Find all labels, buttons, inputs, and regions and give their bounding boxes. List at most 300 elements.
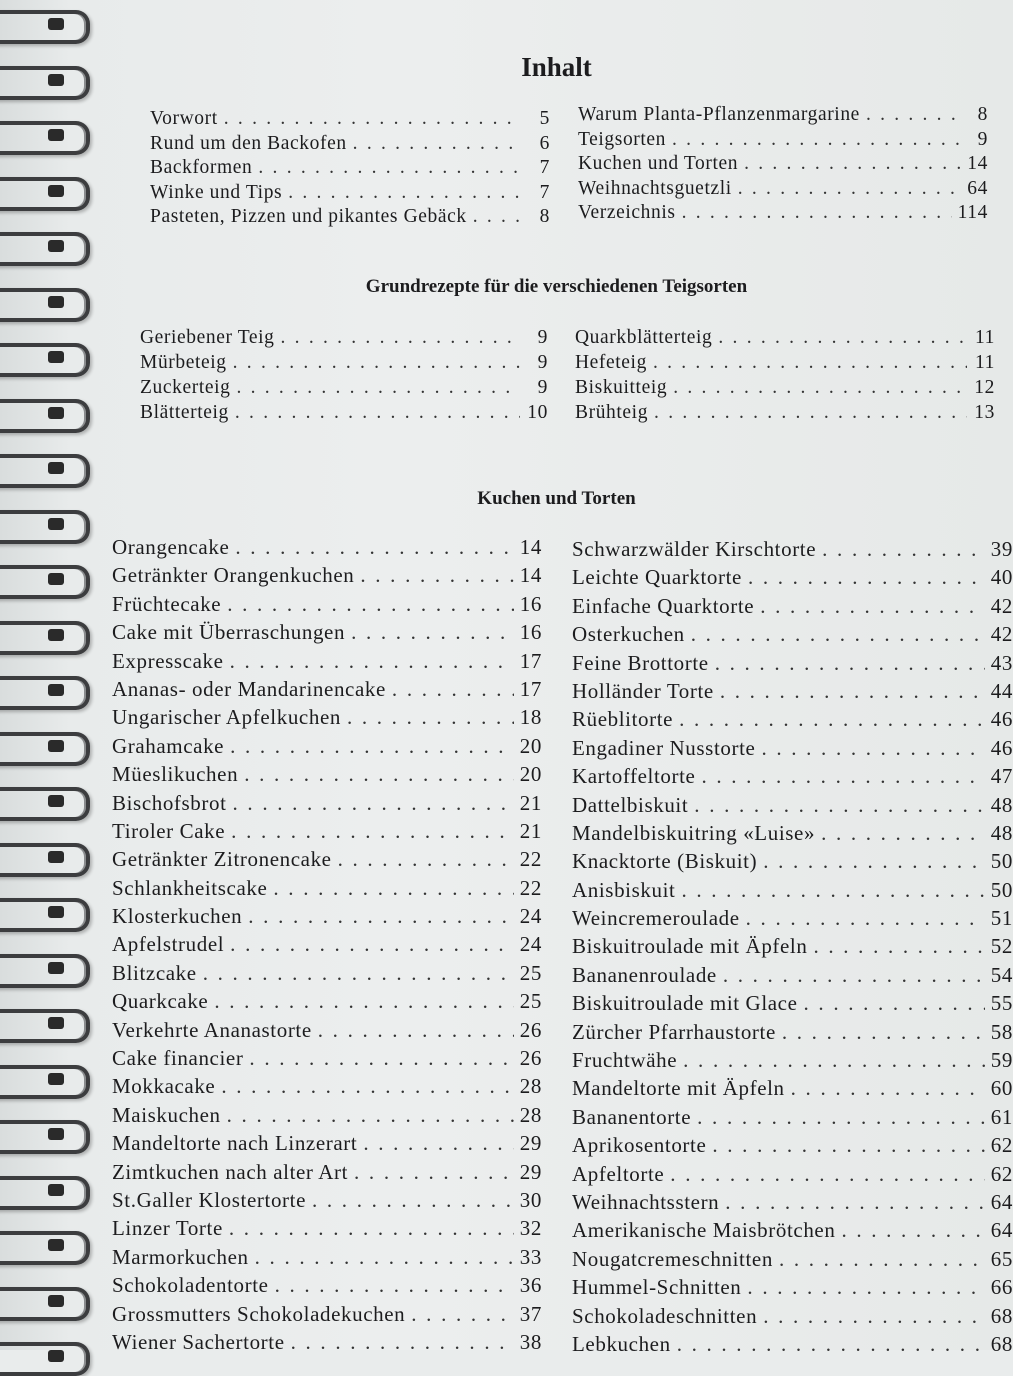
toc-entry-page: 39 <box>990 537 1013 561</box>
toc-entry-label: Cake financier <box>112 1046 244 1071</box>
dot-leader <box>353 133 522 155</box>
punch-hole <box>48 185 64 197</box>
toc-entry-label: Verzeichnis <box>578 202 676 223</box>
toc-entry <box>572 793 1013 821</box>
toc-entry-page: 22 <box>519 847 542 872</box>
toc-entry <box>578 178 988 203</box>
toc-entry-page: 64 <box>967 177 988 199</box>
dot-leader <box>224 108 522 130</box>
dot-leader <box>804 991 985 1016</box>
dot-leader <box>761 736 984 761</box>
toc-entry-page: 59 <box>990 1048 1013 1073</box>
toc-entry <box>112 1074 542 1102</box>
punch-hole <box>48 740 64 752</box>
toc-entry <box>112 876 542 904</box>
toc-entry <box>112 847 542 875</box>
toc-entry-label: Brühteig <box>575 402 649 423</box>
punch-hole <box>48 1184 64 1196</box>
toc-entry-page: 14 <box>519 563 542 588</box>
dot-leader <box>235 402 520 424</box>
toc-entry-page: 47 <box>990 764 1013 789</box>
spiral-coil <box>0 1120 90 1154</box>
toc-entry-page: 50 <box>990 849 1013 874</box>
toc-entry-label: Grahamcake <box>112 733 225 758</box>
punch-hole <box>48 1017 64 1029</box>
spiral-coil <box>0 510 90 544</box>
toc-entry <box>572 537 1013 565</box>
toc-entry-page: 48 <box>990 792 1013 817</box>
dot-leader <box>360 563 513 588</box>
toc-entry-page: 16 <box>519 620 542 645</box>
toc-entry <box>572 565 1013 593</box>
dot-leader <box>235 535 513 560</box>
toc-entry-page: 60 <box>990 1076 1013 1101</box>
dot-leader <box>653 352 967 374</box>
spiral-coil <box>0 121 90 155</box>
toc-entry <box>112 1216 542 1244</box>
toc-entry <box>572 764 1013 792</box>
toc-entry-label: Winke und Tips <box>150 181 283 203</box>
toc-entry <box>150 182 550 207</box>
punch-hole <box>48 795 64 807</box>
toc-entry-label: Getränkter Orangenkuchen <box>112 563 355 588</box>
punch-hole <box>48 573 64 585</box>
toc-entry-page: 42 <box>990 593 1013 618</box>
toc-entry-page: 16 <box>519 591 542 616</box>
toc-entry <box>150 206 550 231</box>
punch-hole <box>48 240 64 252</box>
spiral-coil <box>0 232 90 266</box>
dot-leader <box>841 1218 984 1243</box>
toc-entry-label: Marmorkuchen <box>112 1244 249 1269</box>
toc-entry-page: 26 <box>519 1046 542 1071</box>
toc-entry-page: 12 <box>974 377 995 398</box>
toc-entry-label: Amerikanische Maisbrötchen <box>572 1218 836 1243</box>
spiral-coil <box>0 1287 90 1321</box>
toc-entry-page: 48 <box>990 820 1013 845</box>
toc-entry <box>575 402 995 427</box>
toc-entry-page: 30 <box>519 1187 542 1212</box>
toc-entry <box>572 1218 1013 1246</box>
dot-leader <box>258 157 522 179</box>
dot-leader <box>779 1247 985 1272</box>
dot-leader <box>725 1190 985 1215</box>
toc-entry-page: 46 <box>990 707 1013 732</box>
toc-entry-label: Bischofsbrot <box>112 790 227 815</box>
spiral-coil <box>0 843 90 877</box>
dot-leader <box>683 1048 985 1073</box>
toc-entry-label: Pasteten, Pizzen und pikantes Gebäck <box>150 206 467 227</box>
toc-entry-label: Teigsorten <box>578 128 667 150</box>
toc-entry-label: Linzer Torte <box>112 1216 223 1241</box>
toc-entry-label: Leichte Quarktorte <box>572 565 742 590</box>
toc-entry-label: Blätterteig <box>140 402 229 423</box>
dot-leader <box>318 1018 514 1043</box>
spiral-coil <box>0 288 90 322</box>
toc-entry <box>572 1133 1013 1161</box>
toc-entry-label: Aprikosentorte <box>572 1133 707 1158</box>
grundrezepte-left-column <box>140 327 548 427</box>
toc-entry-label: Schokoladentorte <box>112 1273 269 1298</box>
dot-leader <box>312 1188 514 1213</box>
toc-entry <box>112 1245 542 1273</box>
inhalt-right-column <box>578 104 988 227</box>
toc-entry <box>150 133 550 158</box>
dot-leader <box>760 594 985 619</box>
toc-entry <box>112 705 542 733</box>
punch-hole <box>48 1295 64 1307</box>
toc-entry-label: Tiroler Cake <box>112 818 226 843</box>
toc-entry-page: 24 <box>519 904 542 929</box>
toc-entry-page: 8 <box>977 104 988 125</box>
spiral-coil <box>0 621 90 655</box>
toc-entry-page: 28 <box>519 1102 542 1127</box>
toc-entry-label: Schwarzwälder Kirschtorte <box>572 537 817 561</box>
toc-entry-page: 20 <box>519 762 542 787</box>
toc-entry <box>112 1302 542 1330</box>
toc-entry-label: Mandeltorte mit Äpfeln <box>572 1076 785 1101</box>
spiral-coil <box>0 1231 90 1265</box>
toc-entry-label: Engadiner Nusstorte <box>572 735 756 760</box>
page-title: Inhalt <box>521 52 592 82</box>
toc-entry-page: 58 <box>990 1019 1013 1044</box>
toc-entry-label: Anisbiskuit <box>572 877 676 902</box>
spiral-coil <box>0 787 90 821</box>
dot-leader <box>821 821 985 846</box>
punch-hole <box>48 962 64 974</box>
dot-leader <box>273 876 513 901</box>
toc-entry-label: Lebkuchen <box>572 1331 671 1356</box>
toc-entry-page: 14 <box>967 153 988 174</box>
toc-entry-label: Weihnachtsguetzli <box>578 177 732 199</box>
section-title-grundrezepte: Grundrezepte für die verschiedenen Teigsorten <box>365 276 748 297</box>
dot-leader <box>673 377 967 399</box>
toc-entry-label: Mokkacake <box>112 1074 216 1099</box>
toc-entry-label: Biskuitteig <box>575 377 668 398</box>
toc-entry-label: Apfeltorte <box>572 1161 665 1186</box>
toc-entry <box>575 352 995 377</box>
toc-entry-label: Kartoffeltorte <box>572 764 696 789</box>
toc-entry-page: 46 <box>990 735 1013 760</box>
dot-leader <box>354 1160 514 1185</box>
dot-leader <box>248 904 514 929</box>
toc-entry-page: 9 <box>537 327 548 348</box>
toc-entry-label: Getränkter Zitronencake <box>112 847 332 872</box>
toc-entry <box>112 592 542 620</box>
toc-entry <box>112 989 542 1017</box>
spiral-coil <box>0 1009 90 1043</box>
dot-leader <box>255 1245 514 1270</box>
dot-leader <box>230 734 514 759</box>
toc-entry <box>112 1188 542 1216</box>
toc-entry-page: 62 <box>990 1133 1013 1158</box>
punch-hole <box>48 1350 64 1362</box>
toc-entry-page: 13 <box>974 402 995 423</box>
toc-entry <box>112 961 542 989</box>
toc-entry-label: Schlankheitscake <box>112 875 268 900</box>
toc-entry-label: Kuchen und Torten <box>578 153 739 174</box>
toc-entry-page: 8 <box>539 206 550 227</box>
toc-entry-label: Weihnachtsstern <box>572 1189 720 1214</box>
toc-entry-page: 22 <box>519 875 542 900</box>
toc-entry-label: Holländer Torte <box>572 678 714 703</box>
toc-entry <box>572 1247 1013 1275</box>
toc-entry <box>112 1131 542 1159</box>
toc-entry-page: 28 <box>519 1074 542 1099</box>
toc-entry-label: Wiener Sachertorte <box>112 1329 285 1354</box>
toc-entry-label: Biskuitroulade mit Äpfeln <box>572 934 808 959</box>
toc-entry <box>572 934 1013 962</box>
punch-hole <box>48 906 64 918</box>
toc-entry-label: Backformen <box>150 157 253 178</box>
toc-entry-label: Früchtecake <box>112 591 222 616</box>
dot-leader <box>392 677 514 702</box>
toc-entry-page: 9 <box>537 352 548 373</box>
dot-leader <box>275 1273 514 1298</box>
dot-leader <box>244 762 514 787</box>
dot-leader <box>677 1332 985 1357</box>
dot-leader <box>203 961 514 986</box>
punch-hole <box>48 518 64 530</box>
toc-entry-label: Dattelbiskuit <box>572 792 689 817</box>
dot-leader <box>813 934 984 959</box>
toc-entry-label: Einfache Quarktorte <box>572 593 755 618</box>
dot-leader <box>654 402 967 424</box>
dot-leader <box>718 327 967 349</box>
dot-leader <box>338 847 514 872</box>
dot-leader <box>748 565 985 590</box>
toc-entry-label: Geriebener Teig <box>140 327 275 348</box>
toc-entry-page: 25 <box>519 989 542 1014</box>
toc-entry <box>150 108 550 133</box>
toc-entry-label: Rüeblitorte <box>572 707 674 732</box>
punch-hole <box>48 629 64 641</box>
dot-leader <box>763 1304 985 1329</box>
dot-leader <box>822 537 985 562</box>
toc-entry-label: Cake mit Überraschungen <box>112 620 346 645</box>
toc-entry-page: 37 <box>519 1301 542 1326</box>
kuchen-right-column <box>572 537 1013 1360</box>
toc-entry-label: Mandelbiskuitring «Luise» <box>572 820 816 845</box>
toc-entry-page: 11 <box>975 352 995 373</box>
toc-entry <box>572 1020 1013 1048</box>
toc-entry-label: Schokoladeschnitten <box>572 1303 758 1328</box>
toc-entry <box>572 594 1013 622</box>
toc-entry-label: Mürbeteig <box>140 352 227 373</box>
dot-leader <box>231 819 514 844</box>
toc-entry-page: 52 <box>990 934 1013 959</box>
toc-entry-page: 7 <box>539 157 550 178</box>
toc-entry <box>572 1105 1013 1133</box>
toc-entry-page: 54 <box>990 962 1013 987</box>
toc-entry-page: 38 <box>519 1329 542 1354</box>
toc-entry-label: Fruchtwähe <box>572 1048 678 1073</box>
toc-entry <box>572 991 1013 1019</box>
dot-leader <box>230 932 514 957</box>
toc-entry-label: Grossmutters Schokoladekuchen <box>112 1301 406 1326</box>
toc-entry-page: 5 <box>539 108 550 129</box>
toc-entry <box>575 327 995 352</box>
toc-entry <box>572 1162 1013 1190</box>
punch-hole <box>48 851 64 863</box>
dot-leader <box>411 1302 514 1327</box>
toc-entry <box>140 327 548 352</box>
section-title-kuchen: Kuchen und Torten <box>477 488 636 509</box>
toc-entry <box>572 906 1013 934</box>
toc-entry <box>572 963 1013 991</box>
dot-leader <box>712 1133 984 1158</box>
toc-entry <box>575 377 995 402</box>
dot-leader <box>697 1105 985 1130</box>
dot-leader <box>281 327 520 349</box>
toc-entry <box>572 736 1013 764</box>
toc-entry-page: 9 <box>537 377 548 398</box>
toc-entry-label: Biskuitroulade mit Glace <box>572 991 798 1016</box>
toc-entry-page: 65 <box>990 1246 1013 1271</box>
toc-entry <box>572 679 1013 707</box>
toc-entry <box>112 932 542 960</box>
dot-leader <box>236 377 520 399</box>
toc-entry <box>112 904 542 932</box>
toc-entry-page: 24 <box>519 932 542 957</box>
spiral-coil <box>0 565 90 599</box>
dot-leader <box>720 679 985 704</box>
toc-entry <box>572 707 1013 735</box>
dot-leader <box>744 153 960 175</box>
dot-leader <box>233 791 514 816</box>
toc-entry-label: Expresscake <box>112 648 224 673</box>
toc-entry-label: Apfelstrudel <box>112 932 225 957</box>
toc-entry-page: 29 <box>519 1131 542 1156</box>
toc-entry-page: 42 <box>990 622 1013 647</box>
spiral-coil <box>0 10 90 44</box>
spiral-coil <box>0 954 90 988</box>
punch-hole <box>48 407 64 419</box>
toc-entry-label: Quarkblätterteig <box>575 327 713 348</box>
punch-hole <box>48 462 64 474</box>
toc-entry <box>578 129 988 154</box>
punch-hole <box>48 129 64 141</box>
toc-entry <box>112 1273 542 1301</box>
toc-entry-page: 7 <box>539 181 550 203</box>
toc-entry <box>112 1160 542 1188</box>
toc-entry-label: Müeslikuchen <box>112 762 239 787</box>
dot-leader <box>347 705 514 730</box>
punch-hole <box>48 1239 64 1251</box>
toc-entry-page: 61 <box>990 1104 1013 1129</box>
dot-leader <box>746 906 985 931</box>
toc-entry <box>572 821 1013 849</box>
toc-entry-label: Knacktorte (Biskuit) <box>572 849 758 874</box>
toc-entry-label: Quarkcake <box>112 989 209 1014</box>
toc-entry-page: 66 <box>990 1275 1013 1300</box>
spiral-coil <box>0 676 90 710</box>
toc-entry-label: Zuckerteig <box>140 377 231 398</box>
toc-entry <box>112 563 542 591</box>
toc-entry-label: Warum Planta-Pflanzenmargarine <box>578 104 860 125</box>
toc-entry-page: 36 <box>519 1273 542 1298</box>
toc-entry <box>112 762 542 790</box>
toc-entry <box>572 622 1013 650</box>
dot-leader <box>866 104 960 126</box>
punch-hole <box>48 18 64 30</box>
toc-entry-page: 14 <box>519 535 542 559</box>
toc-entry <box>578 104 988 129</box>
toc-entry-page: 20 <box>519 733 542 758</box>
punch-hole <box>48 296 64 308</box>
dot-leader <box>363 1131 513 1156</box>
spiral-coil <box>0 177 90 211</box>
dot-leader <box>791 1076 985 1101</box>
toc-entry-label: Zimtkuchen nach alter Art <box>112 1159 349 1184</box>
toc-entry-label: Klosterkuchen <box>112 904 243 929</box>
toc-entry-page: 68 <box>990 1331 1013 1356</box>
spiral-coil <box>0 898 90 932</box>
spiral-coil <box>0 1176 90 1210</box>
dot-leader <box>715 651 985 676</box>
toc-entry-page: 26 <box>519 1017 542 1042</box>
toc-entry <box>112 734 542 762</box>
kuchen-left-column <box>112 535 542 1358</box>
punch-hole <box>48 684 64 696</box>
toc-entry <box>572 1190 1013 1218</box>
dot-leader <box>670 1162 985 1187</box>
dot-leader <box>679 707 985 732</box>
toc-entry-page: 18 <box>519 705 542 730</box>
dot-leader <box>681 878 984 903</box>
spiral-coil <box>0 732 90 766</box>
dot-leader <box>221 1074 513 1099</box>
toc-entry-page: 50 <box>990 877 1013 902</box>
punch-hole <box>48 1073 64 1085</box>
dot-leader <box>249 1046 513 1071</box>
toc-entry-label: St.Galler Klostertorte <box>112 1187 306 1212</box>
punch-hole <box>48 1128 64 1140</box>
toc-entry-page: 44 <box>990 678 1013 703</box>
toc-entry-label: Nougatcremeschnitten <box>572 1246 773 1271</box>
dot-leader <box>288 182 522 204</box>
spiral-coil <box>0 454 90 488</box>
toc-entry-label: Bananentorte <box>572 1104 692 1129</box>
toc-entry <box>572 1304 1013 1332</box>
spiral-coil <box>0 1065 90 1099</box>
toc-entry-label: Rund um den Backofen <box>150 132 347 154</box>
toc-entry <box>572 651 1013 679</box>
dot-leader <box>473 206 522 228</box>
toc-entry-label: Mandeltorte nach Linzerart <box>112 1131 358 1156</box>
toc-entry-page: 25 <box>519 960 542 985</box>
toc-entry-page: 51 <box>990 906 1013 931</box>
toc-entry <box>140 402 548 427</box>
spiral-coil <box>0 399 90 433</box>
toc-entry <box>112 649 542 677</box>
toc-entry-page: 114 <box>957 202 988 223</box>
toc-entry-label: Orangencake <box>112 535 230 559</box>
toc-entry-page: 6 <box>539 132 550 154</box>
toc-entry <box>572 1048 1013 1076</box>
toc-entry <box>572 1332 1013 1360</box>
toc-entry <box>112 1018 542 1046</box>
toc-entry-label: Zürcher Pfarrhaustorte <box>572 1019 776 1044</box>
toc-entry-label: Bananenroulade <box>572 962 717 987</box>
spiral-coil <box>0 343 90 377</box>
toc-entry-label: Blitzcake <box>112 960 197 985</box>
toc-entry-page: 55 <box>990 991 1013 1016</box>
toc-entry <box>112 677 542 705</box>
toc-entry-label: Feine Brottorte <box>572 650 709 675</box>
toc-entry <box>112 1330 542 1358</box>
toc-entry-page: 62 <box>990 1161 1013 1186</box>
